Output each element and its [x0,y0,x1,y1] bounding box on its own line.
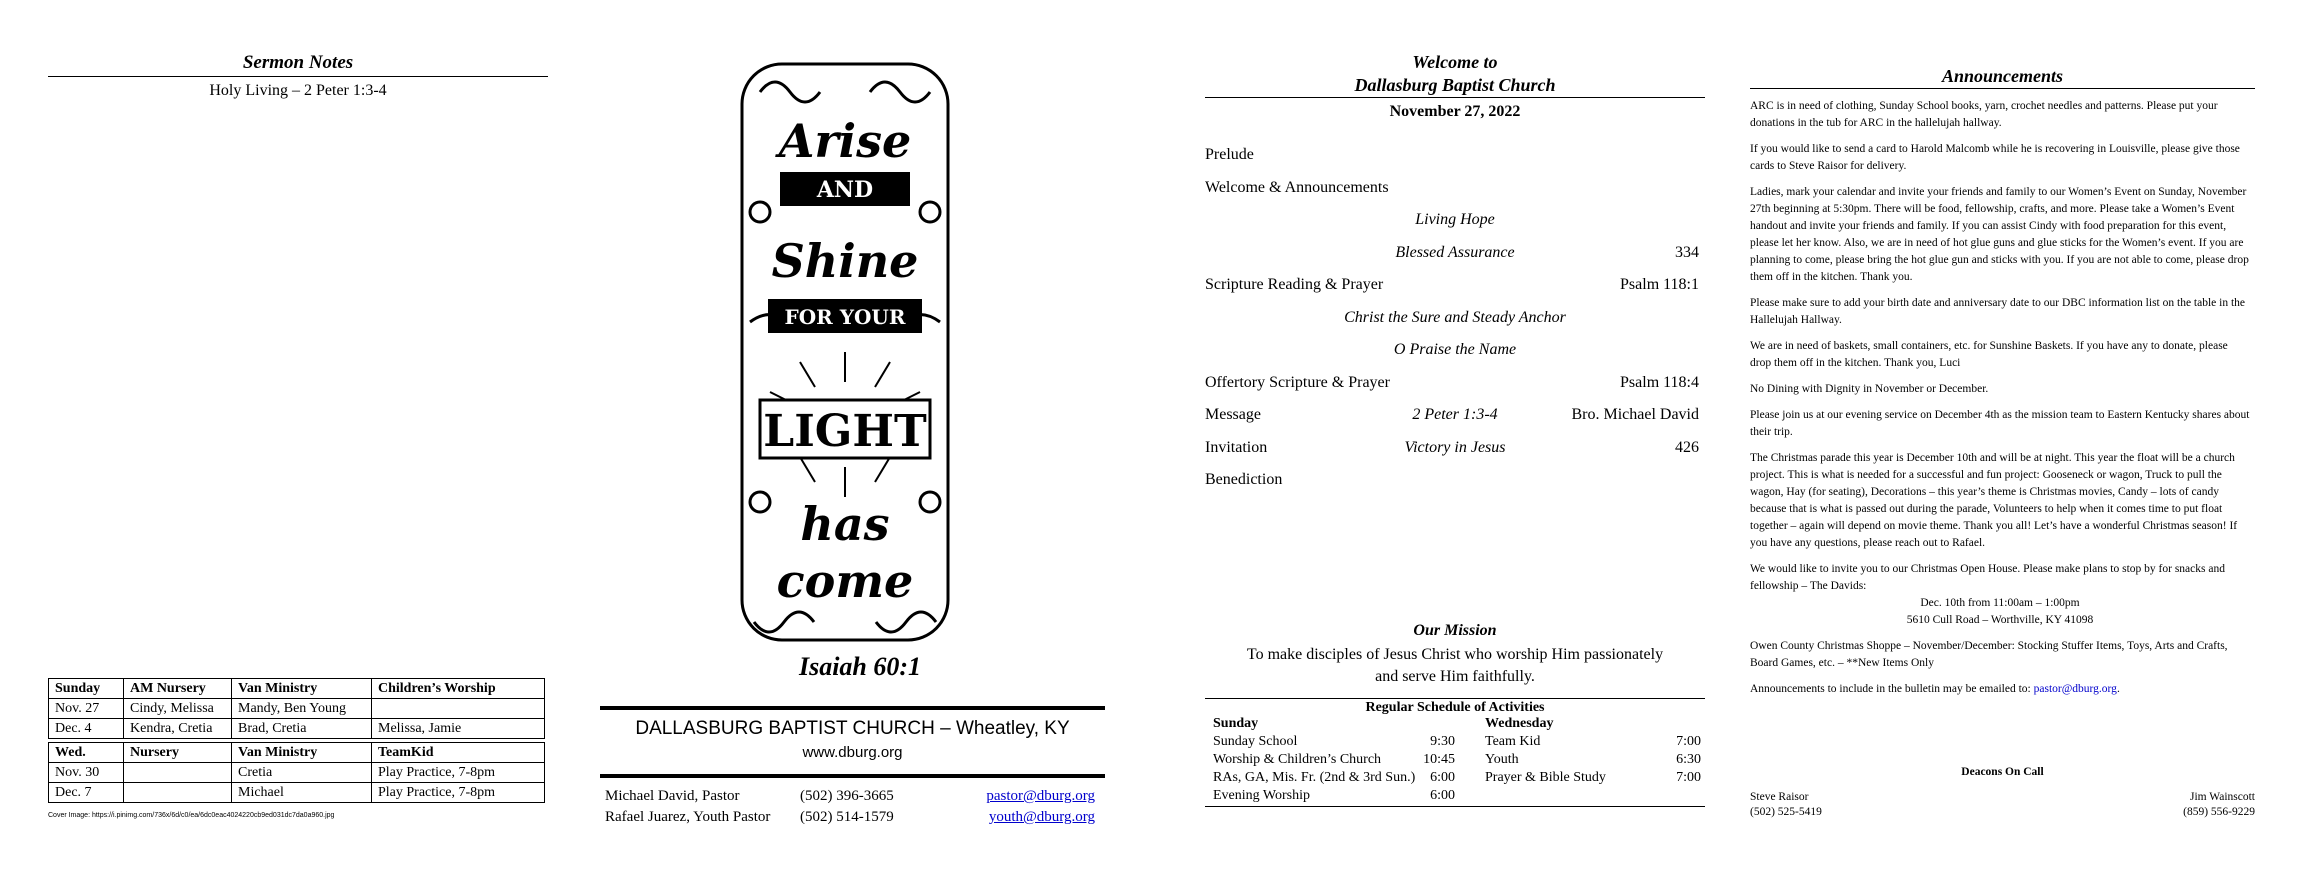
schedule-item-time: 6:30 [1676,752,1701,767]
art-word: come [776,554,914,608]
schedule-item-time: 6:00 [1430,788,1455,803]
table-row [49,763,545,783]
announcement-item: Please make sure to add your birth date and anniversary date to our DBC information list on the table in the Hallelujah Hallway. [1750,297,2246,326]
table-cell: Michael [232,783,372,803]
service-item [1205,439,1705,461]
service-item [1205,179,1705,201]
deacon-name: Steve Raisor [1750,791,1809,803]
divider [600,706,1105,710]
schedule-item-time: 6:00 [1430,770,1455,785]
schedule-item-name: Evening Worship [1213,788,1310,803]
cover-verse: Isaiah 60:1 [798,652,922,681]
table-row [49,699,545,719]
table-cell: Kendra, Cretia [124,719,232,739]
table-cell: Dec. 4 [49,719,124,739]
schedule-item-time: 7:00 [1676,770,1701,785]
table-cell: Dec. 7 [49,783,124,803]
panel-sermon-notes [48,0,548,883]
panel-announcements [1750,0,2255,883]
deacon-phone: (502) 525-5419 [1750,806,1822,818]
service-item-name: Prelude [1205,146,1254,163]
contact-phone: (502) 396-3665 [800,788,894,804]
announcement-item: We are in need of baskets, small containers, etc. for Sunshine Baskets. If you have any to donate, please drop them off in the kitchen. Thank you, Luci [1750,340,2228,369]
announcement-item: The Christmas parade this year is December 10th and will be at night. This year the float will be a church project. This is what is needed for a successful and fun project: Gooseneck or wagon, Truck to pull the wagon, Hay (for seating), Decorations – this year’s theme is Christmas movies, Candy – lots of candy because that is what is passed out during the parade, Volunteers to help when it comes time to put float together – again will depend on movie theme. Thank you all! Let’s have a wonderful Christmas season! If you have any questions, please reach out to Rafael. [1750,452,2238,549]
email-line-text: Announcements to include in the bulletin may be emailed to: [1750,683,2031,695]
cover-image-credit: Cover Image: https://i.pinimg.com/736x/6d/c0/ea/6dc0eac4024220cb9ed031dc7da0a960.jpg [48,812,335,819]
deacon-contact [1750,790,1822,820]
service-item-name: Offertory Scripture & Prayer [1205,373,1390,391]
mission-line: To make disciples of Jesus Christ who worship Him passionately [1246,646,1664,663]
mission-title: Our Mission [1413,622,1497,639]
sunday-label: Sunday [1213,716,1259,731]
deacons-title: Deacons On Call [1961,766,2044,778]
schedule-columns [1205,716,1705,807]
church-name: DALLASBURG BAPTIST CHURCH – Wheatley, KY [635,718,1070,739]
service-item-reference: 334 [1675,243,1699,261]
table-header-cell: Children’s Worship [372,679,545,699]
schedule-title: Regular Schedule of Activities [1365,700,1545,715]
table-header-cell: AM Nursery [124,679,232,699]
table-header-cell: Sunday [49,679,124,699]
contact-phone: (502) 514-1579 [800,809,894,825]
bulletin-email-link[interactable]: pastor@dburg.org [2033,683,2117,695]
table-cell: Play Practice, 7-8pm [372,783,545,803]
announcement-item: No Dining with Dignity in November or December. [1750,383,1989,395]
schedule-item-time: 9:30 [1430,734,1455,749]
announcements-list [1750,98,2250,707]
table-header-cell: Wed. [49,743,124,763]
table-cell: Brad, Cretia [232,719,372,739]
divider [600,774,1105,778]
announcement-item [1750,561,2250,629]
service-item-reference: Psalm 118:4 [1620,373,1699,391]
deacon-phone: (859) 556-9229 [2183,806,2255,818]
service-item [1205,276,1705,298]
contact-name: Rafael Juarez, Youth Pastor [605,809,771,825]
service-item-reference: 426 [1675,438,1699,456]
schedule-item-name: Prayer & Bible Study [1485,770,1606,785]
table-cell [124,783,232,803]
service-item [1205,244,1705,266]
announcement-item: Announcements to include in the bulletin may be emailed to: pastor@dburg.org. [1750,683,2120,695]
table-header-cell: TeamKid [372,743,545,763]
announcements-title: Announcements [1750,66,2255,89]
table-header-cell: Nursery [124,743,232,763]
announcement-item: ARC is in need of clothing, Sunday School books, yarn, crochet needles and patterns. Please put your donations in the tub for ARC in the hallelujah hallway. [1750,100,2218,129]
volunteer-schedule-table [48,678,545,803]
art-word: Arise [778,114,912,168]
schedule-item-name: RAs, GA, Mis. Fr. (2nd & 3rd Sun.) [1213,770,1416,785]
open-house-time: Dec. 10th from 11:00am – 1:00pm [1920,597,2080,609]
schedule-item-name: Sunday School [1213,734,1298,749]
service-item-detail: Living Hope [1415,211,1495,228]
announcement-item: Ladies, mark your calendar and invite your friends and family to our Women’s Event on Sunday, November 27th beginning at 5:30pm. There will be food, fellowship, crafts, and more. Please take a Women’s Event handout and invite your friends and family. If you can assist Cindy with food preparation for this event, please let her know. Also, we are in need of hot glue guns and glue sticks for the Women’s event. If you are planning to come, please bring the hot glue gun and sticks with you. If you are not able to come, please drop them off in the kitchen. Thank you. [1750,186,2249,283]
service-item-reference: Psalm 118:1 [1620,276,1699,293]
open-house-text: We would like to invite you to our Christmas Open House. Please make plans to stop by for snacks and fellowship – The Davids: [1750,563,2225,592]
table-header-row [49,743,545,763]
wednesday-label: Wednesday [1485,716,1554,731]
open-house-address: 5610 Cull Road – Worthville, KY 41098 [1906,614,2094,626]
service-item-detail: Victory in Jesus [1404,438,1506,456]
art-word: AND [816,177,874,203]
announcement-item: If you would like to send a card to Harold Malcomb while he is recovering in Louisville, please give those cards to Steve Raisor for delivery. [1750,143,2240,172]
table-cell: Melissa, Jamie [372,719,545,739]
service-item-detail: Blessed Assurance [1395,243,1515,261]
deacon-name: Jim Wainscott [2190,791,2255,803]
service-item-name: Welcome & Announcements [1205,178,1389,196]
art-word: LIGHT [763,406,927,457]
table-row [49,719,545,739]
panel-cover [600,0,1120,883]
table-cell: Cretia [232,763,372,783]
announcement-item: Please join us at our evening service on December 4th as the mission team to Eastern Kentucky shares about their trip. [1750,409,2250,438]
sermon-subtitle: Holy Living – 2 Peter 1:3-4 [209,82,387,99]
table-header-row [49,679,545,699]
sermon-notes-title: Sermon Notes [48,52,548,77]
service-item-name: Benediction [1205,471,1283,488]
service-item [1205,341,1705,363]
service-item [1205,146,1705,168]
table-row [49,783,545,803]
table-cell: Cindy, Melissa [124,699,232,719]
church-website[interactable]: www.dburg.org [802,744,903,761]
schedule-item-name: Team Kid [1485,734,1541,749]
art-word: has [800,497,890,551]
cover-artwork [740,62,950,642]
service-item [1205,471,1705,493]
art-word: Shine [771,234,919,288]
service-item [1205,211,1705,233]
service-item-detail: 2 Peter 1:3-4 [1412,406,1498,423]
service-item [1205,406,1705,428]
service-item [1205,374,1705,396]
welcome-heading: Welcome to [1412,52,1498,72]
table-cell: Mandy, Ben Young [232,699,372,719]
service-date: November 27, 2022 [1389,103,1521,120]
service-item-name: Scripture Reading & Prayer [1205,276,1384,293]
mission-line: and serve Him faithfully. [1375,668,1535,685]
regular-schedule [1205,698,1705,807]
announcement-item: Owen County Christmas Shoppe – November/December: Stocking Stuffer Items, Toys, Arts and Crafts, Board Games, etc. – **New Items Only [1750,640,2228,669]
schedule-item-name: Youth [1485,752,1519,767]
schedule-item-time: 7:00 [1676,734,1701,749]
panel-order-of-service [1205,0,1705,883]
church-heading: Dallasburg Baptist Church [1205,75,1705,98]
schedule-item-name: Worship & Children’s Church [1213,752,1382,767]
contact-name: Michael David, Pastor [605,788,740,804]
table-cell: Nov. 30 [49,763,124,783]
service-item-name: Invitation [1205,438,1268,456]
schedule-item-time: 10:45 [1423,752,1455,767]
service-item-reference: Bro. Michael David [1571,406,1699,423]
service-item-name: Message [1205,406,1261,423]
contact-email-link[interactable]: pastor@dburg.org [986,788,1095,804]
service-item-detail: O Praise the Name [1393,341,1517,358]
art-word: FOR YOUR [784,305,906,329]
service-item [1205,309,1705,331]
table-cell: Nov. 27 [49,699,124,719]
table-cell [372,699,545,719]
table-header-cell: Van Ministry [232,743,372,763]
table-cell [124,763,232,783]
service-item-detail: Christ the Sure and Steady Anchor [1344,308,1566,326]
table-header-cell: Van Ministry [232,679,372,699]
mission-text [1205,644,1705,688]
table-cell: Play Practice, 7-8pm [372,763,545,783]
deacon-contact [2183,790,2255,820]
contact-email-link[interactable]: youth@dburg.org [988,809,1095,825]
